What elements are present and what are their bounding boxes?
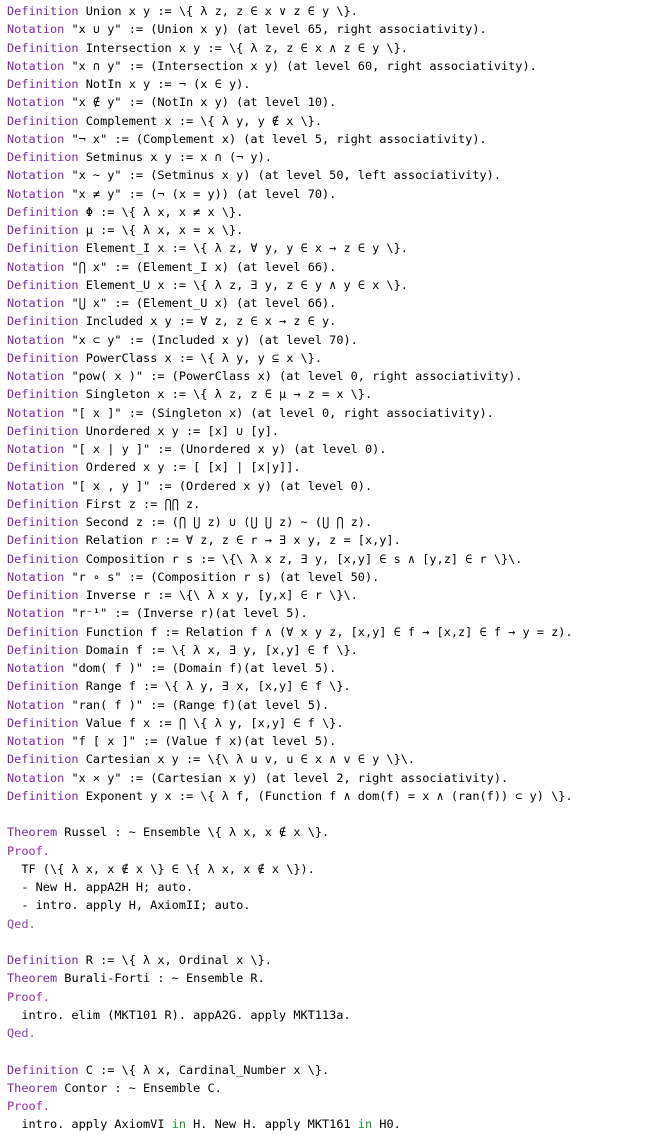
keyword: Definition	[7, 642, 79, 657]
code-line	[7, 458, 658, 476]
code-line	[7, 568, 658, 586]
code-line	[7, 1079, 658, 1097]
code-line	[7, 531, 658, 549]
code-text: H. New H. apply MKT161	[185, 1117, 358, 1132]
code-text: - New H. appA2H H; auto.	[7, 880, 194, 894]
code-line	[7, 422, 658, 440]
keyword: Notation	[7, 569, 65, 584]
code-line	[7, 130, 658, 148]
code-line	[7, 641, 658, 659]
keyword: Definition	[7, 40, 79, 55]
keyword-in: in	[171, 1117, 186, 1132]
code-text: Exponent y x := \{ λ f, (Function f ∧ dom(f) = x ∧ (ran(f)) ⊂ y) \}.	[85, 788, 573, 803]
code-line	[7, 2, 658, 20]
code-line	[7, 860, 658, 878]
code-text: "pow( x )" := (PowerClass x) (at level 0, right associativity).	[71, 369, 523, 383]
code-text: "x ∼ y" := (Setminus x y) (at level 50, left associativity).	[71, 168, 501, 183]
code-line	[7, 404, 658, 422]
code-text: Inverse r := \{\ λ x y, [y,x] ∈ r \}\.	[85, 588, 358, 602]
keyword: Proof.	[7, 843, 50, 858]
code-line	[7, 1115, 658, 1133]
code-text: μ := \{ λ x, x = x \}.	[85, 223, 244, 237]
code-line	[7, 148, 658, 166]
code-text: "⋃ x" := (Element_U x) (at level 66).	[71, 296, 337, 310]
code-line	[7, 823, 658, 841]
code-line	[7, 331, 658, 349]
keyword: Definition	[7, 423, 79, 438]
keyword: Definition	[7, 204, 79, 219]
keyword: Definition	[7, 150, 79, 164]
keyword: Definition	[7, 277, 79, 292]
code-line	[7, 714, 658, 732]
code-line	[7, 239, 658, 257]
code-line	[7, 112, 658, 130]
code-text: "x ∪ y" := (Union x y) (at level 65, right associativity).	[71, 22, 487, 37]
code-text: "[ x , y ]" := (Ordered x y) (at level 0).	[71, 478, 373, 493]
keyword: Notation	[7, 95, 65, 110]
code-text: "[ x | y ]" := (Unordered x y) (at level 0).	[71, 442, 387, 456]
keyword: Notation	[7, 131, 65, 146]
code-text: Relation r := ∀ z, z ∈ r → ∃ x y, z = [x,y].	[85, 533, 401, 548]
code-line	[7, 623, 658, 641]
keyword: Definition	[7, 314, 79, 329]
code-line	[7, 550, 658, 568]
keyword: Definition	[7, 515, 79, 529]
code-line	[7, 769, 658, 787]
code-line	[7, 915, 658, 933]
keyword: Definition	[7, 387, 79, 402]
code-text: Unordered x y := [x] ∪ [y].	[85, 423, 280, 438]
keyword: Definition	[7, 953, 79, 967]
code-text: R := \{ λ x, Ordinal x \}.	[85, 953, 272, 967]
code-text: "ran( f )" := (Range f)(at level 5).	[71, 697, 330, 712]
code-text: Singleton x := \{ λ z, z ∈ μ → z = x \}.	[85, 387, 373, 402]
code-line	[7, 696, 658, 714]
code-text: "x ∉ y" := (NotIn x y) (at level 10).	[71, 95, 337, 110]
code-text: "r⁻¹" := (Inverse r)(at level 5).	[71, 606, 308, 621]
blank-line	[7, 933, 658, 951]
code-text: "f [ x ]" := (Value f x)(at level 5).	[71, 734, 337, 748]
code-text: "⋂ x" := (Element_I x) (at level 66).	[71, 259, 337, 274]
keyword: Definition	[7, 4, 79, 18]
code-text: Domain f := \{ λ x, ∃ y, [x,y] ∈ f \}.	[85, 642, 358, 657]
code-line	[7, 57, 658, 75]
code-line	[7, 842, 658, 860]
code-text: TF (\{ λ x, x ∉ x \} ∈ \{ λ x, x ∉ x \}).	[7, 861, 315, 876]
code-line	[7, 20, 658, 38]
code-text: H0.	[372, 1117, 401, 1132]
code-text: - intro. apply H, AxiomII; auto.	[7, 898, 251, 913]
keyword: Theorem	[7, 1080, 58, 1095]
keyword: Definition	[7, 715, 79, 730]
code-line	[7, 39, 658, 57]
code-text: Setminus x y := x ∩ (¬ y).	[85, 150, 272, 164]
code-text: Included x y := ∀ z, z ∈ x → z ∈ y.	[85, 314, 337, 329]
keyword: Qed.	[7, 916, 36, 931]
keyword: Notation	[7, 661, 65, 675]
keyword: Notation	[7, 442, 65, 456]
code-line	[7, 1061, 658, 1079]
keyword: Notation	[7, 369, 65, 383]
code-text: PowerClass x := \{ λ y, y ⊆ x \}.	[85, 350, 323, 365]
code-text: Value f x := ⋂ \{ λ y, [x,y] ∈ f \}.	[85, 715, 344, 730]
keyword: Notation	[7, 697, 65, 712]
keyword: Definition	[7, 77, 79, 91]
keyword: Definition	[7, 350, 79, 365]
code-line	[7, 1024, 658, 1042]
code-text: Complement x := \{ λ y, y ∉ x \}.	[85, 113, 323, 128]
keyword: Definition	[7, 113, 79, 128]
keyword: Definition	[7, 588, 79, 602]
code-text: intro. elim (MKT101 R). appA2G. apply MKT113a.	[7, 1007, 351, 1022]
blank-line	[7, 805, 658, 823]
code-text: Ordered x y := [ [x] | [x|y]].	[85, 460, 301, 475]
code-text: Composition r s := \{\ λ x z, ∃ y, [x,y] ∈ s ∧ [y,z] ∈ r \}\.	[85, 551, 523, 566]
code-line	[7, 185, 658, 203]
code-line	[7, 75, 658, 93]
code-text: "x ⊂ y" := (Included x y) (at level 70).	[71, 332, 358, 347]
code-line	[7, 312, 658, 330]
code-text: NotIn x y := ¬ (x ∈ y).	[85, 77, 251, 91]
keyword: Notation	[7, 606, 65, 621]
code-line	[7, 677, 658, 695]
blank-line	[7, 1042, 658, 1060]
code-line	[7, 951, 658, 969]
code-line	[7, 604, 658, 622]
keyword: Definition	[7, 1062, 79, 1077]
code-text: "x ∩ y" := (Intersection x y) (at level 60, right associativity).	[71, 58, 537, 73]
code-line	[7, 969, 658, 987]
code-line	[7, 276, 658, 294]
keyword: Definition	[7, 752, 79, 767]
code-line	[7, 166, 658, 184]
keyword: Definition	[7, 223, 79, 237]
keyword: Definition	[7, 624, 79, 639]
keyword-in: in	[357, 1117, 373, 1132]
keyword: Definition	[7, 241, 79, 256]
code-line	[7, 349, 658, 367]
keyword: Theorem	[7, 825, 58, 840]
code-text: Function f := Relation f ∧ (∀ x y z, [x,y] ∈ f → [x,z] ∈ f → y = z).	[85, 624, 573, 639]
code-text: Second z := (⋂ ⋃ z) ∪ (⋃ ⋃ z) ∼ (⋃ ⋂ z).	[85, 515, 373, 529]
code-text: C := \{ λ x, Cardinal_Number x \}.	[85, 1062, 330, 1077]
keyword: Notation	[7, 259, 65, 274]
keyword: Definition	[7, 679, 79, 694]
code-text: Russel : ∼ Ensemble \{ λ x, x ∉ x \}.	[64, 825, 330, 840]
code-line	[7, 659, 658, 677]
code-line	[7, 1006, 658, 1024]
code-line	[7, 258, 658, 276]
keyword: Theorem	[7, 971, 58, 986]
code-line	[7, 787, 658, 805]
code-text: "r ∘ s" := (Composition r s) (at level 50).	[71, 569, 380, 584]
code-line	[7, 440, 658, 458]
code-text: Burali-Forti : ∼ Ensemble R.	[64, 971, 265, 986]
code-text: "[ x ]" := (Singleton x) (at level 0, right associativity).	[71, 405, 494, 420]
code-text: Range f := \{ λ y, ∃ x, [x,y] ∈ f \}.	[85, 679, 351, 694]
code-line	[7, 93, 658, 111]
keyword: Definition	[7, 551, 79, 566]
code-text: Cartesian x y := \{\ λ u v, u ∈ x ∧ v ∈ y \}\.	[85, 752, 416, 767]
code-line	[7, 750, 658, 768]
code-line	[7, 367, 658, 385]
keyword: Notation	[7, 58, 65, 73]
code-line	[7, 385, 658, 403]
keyword: Notation	[7, 405, 65, 420]
code-line	[7, 495, 658, 513]
keyword: Qed.	[7, 1026, 36, 1040]
keyword: Notation	[7, 332, 65, 347]
keyword: Notation	[7, 186, 65, 201]
keyword: Definition	[7, 496, 79, 511]
code-text: Φ := \{ λ x, x ≠ x \}.	[85, 204, 244, 219]
code-text: First z := ⋂⋂ z.	[85, 496, 201, 511]
code-line	[7, 294, 658, 312]
keyword: Notation	[7, 734, 65, 748]
keyword: Notation	[7, 478, 65, 493]
code-line	[7, 1097, 658, 1115]
code-text: "x × y" := (Cartesian x y) (at level 2, right associativity).	[71, 770, 509, 785]
code-text: Intersection x y := \{ λ z, z ∈ x ∧ z ∈ y \}.	[85, 40, 408, 55]
code-text: Element_I x := \{ λ z, ∀ y, y ∈ x → z ∈ y \}.	[85, 241, 408, 256]
code-text: Contor : ∼ Ensemble C.	[64, 1080, 222, 1095]
keyword: Notation	[7, 168, 65, 183]
code-text: "¬ x" := (Complement x) (at level 5, right associativity).	[71, 131, 487, 146]
keyword: Definition	[7, 788, 79, 803]
code-text: intro. apply AxiomVI	[7, 1117, 172, 1132]
code-line	[7, 586, 658, 604]
keyword: Proof.	[7, 1099, 50, 1113]
code-line	[7, 221, 658, 239]
code-line	[7, 988, 658, 1006]
code-text: Element_U x := \{ λ z, ∃ y, z ∈ y ∧ y ∈ x \}.	[85, 277, 408, 292]
code-line	[7, 203, 658, 221]
code-line	[7, 477, 658, 495]
code-text: "dom( f )" := (Domain f)(at level 5).	[71, 661, 337, 675]
keyword: Definition	[7, 460, 79, 475]
keyword: Notation	[7, 296, 65, 310]
keyword: Proof.	[7, 989, 50, 1004]
code-line	[7, 513, 658, 531]
keyword: Notation	[7, 770, 65, 785]
keyword: Notation	[7, 22, 65, 37]
code-line	[7, 896, 658, 914]
keyword: Definition	[7, 533, 79, 548]
code-line	[7, 878, 658, 896]
code-text: "x ≠ y" := (¬ (x = y)) (at level 70).	[71, 186, 337, 201]
code-line	[7, 732, 658, 750]
code-text: Union x y := \{ λ z, z ∈ x ∨ z ∈ y \}.	[85, 4, 358, 18]
